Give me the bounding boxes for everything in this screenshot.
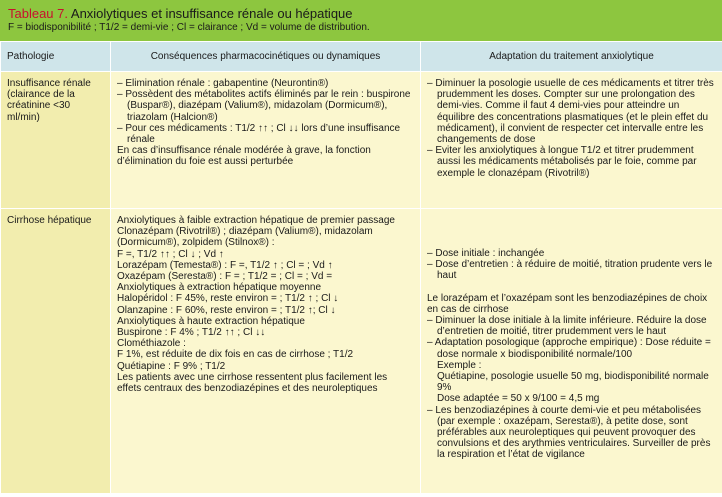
list-item: – Eviter les anxiolytiques à longue T1/2 et titrer prudemment aussi les médicaments métabolisés par le foie, comme par exemple le clonazépam (Rivotril®) — [427, 145, 716, 179]
text-line: F 1%, est réduite de dix fois en cas de cirrhose ; T1/2 — [117, 349, 354, 361]
text-line: Oxazépam (Seresta®) : F = ; T1/2 = ; Cl = ; Vd = — [117, 271, 333, 283]
anxiolytics-table — [0, 41, 722, 494]
text-line: Clométhiazole : — [117, 338, 186, 350]
text-line: Olanzapine : F 60%, reste environ = ; T1/2 ↑; Cl ↓ — [117, 304, 336, 316]
list-item: – Possèdent des métabolites actifs éliminés par le rein : buspirone (Buspar®), diazépam (Valium®), midazolam (Dormicum®), triazolam (Halcion®) — [117, 89, 414, 123]
example-line: Dose adaptée = 50 x 9/100 = 4,5 mg — [437, 393, 600, 405]
adaptation-list — [427, 78, 716, 179]
consequences-note: En cas d’insuffisance rénale modérée à grave, la fonction d’élimination du foie est aussi perturbée — [117, 145, 371, 168]
example-line: Exemple : — [437, 359, 482, 371]
table-legend: F = biodisponibilité ; T1/2 = demi-vie ; Cl = clairance ; Vd = volume de distribution. — [8, 22, 370, 33]
table-row — [1, 209, 722, 494]
list-item: – Pour ces médicaments : T1/2 ↑↑ ; Cl ↓↓ lors d’une insuffisance rénale — [117, 123, 414, 145]
text-line: Anxiolytiques à faible extraction hépatique de premier passage — [117, 215, 395, 226]
adaptation-list — [427, 315, 716, 360]
column-header-adaptation: Adaptation du traitement anxiolytique — [421, 42, 722, 72]
column-header-consequences: Conséquences pharmacocinétiques ou dynamiques — [111, 42, 421, 72]
list-item: – Diminuer la dose initiale à la limite inférieure. Réduire la dose d’entretien de moitié, titrer prudemment vers le haut — [427, 315, 716, 337]
example-line: Quétiapine, posologie usuelle 50 mg, biodisponibilité normale 9% — [437, 371, 709, 394]
column-header-row — [1, 42, 722, 72]
adaptation-cell — [421, 209, 722, 494]
consequences-list — [117, 78, 414, 145]
pathology-cell: Cirrhose hépatique — [1, 209, 111, 494]
adaptation-note: Le lorazépam et l’oxazépam sont les benzodiazépines de choix en cas de cirrhose — [427, 292, 708, 315]
text-line: Anxiolytiques à haute extraction hépatique — [117, 315, 305, 327]
text-line: Buspirone : F 4% ; T1/2 ↑↑ ; Cl ↓↓ — [117, 327, 266, 339]
table-header-bar — [0, 0, 722, 41]
table-row — [1, 72, 722, 209]
consequences-cell — [111, 209, 421, 494]
column-header-pathologie: Pathologie — [1, 42, 111, 72]
adaptation-list — [427, 405, 716, 461]
text-line: Anxiolytiques à extraction hépatique moyenne — [117, 282, 322, 294]
list-item: – Adaptation posologique (approche empirique) : Dose réduite = dose normale x biodisponibilité normale/100 — [427, 337, 716, 359]
list-item: – Elimination rénale : gabapentine (Neurontin®) — [117, 78, 414, 89]
table-number: Tableau 7. — [8, 6, 68, 21]
text-line: Halopéridol : F 45%, reste environ = ; T1/2 ↑ ; Cl ↓ — [117, 293, 339, 305]
list-item: – Dose initiale : inchangée — [427, 248, 716, 259]
text-line: Quétiapine : F 9% ; T1/2 — [117, 360, 226, 372]
adaptation-list — [427, 248, 716, 282]
text-line: Lorazépam (Temesta®) : F =, T1/2 ↑ ; Cl = ; Vd ↑ — [117, 259, 333, 271]
consequences-cell — [111, 72, 421, 209]
table-title — [8, 6, 714, 21]
adaptation-cell — [421, 72, 722, 209]
pathology-cell: Insuffisance rénale (clairance de la créatinine <30 ml/min) — [1, 72, 111, 209]
text-line: Les patients avec une cirrhose ressentent plus facilement les effets centraux des benzodiazépines et des neuroleptiques — [117, 371, 388, 395]
list-item: – Diminuer la posologie usuelle de ces médicaments et titrer très prudemment les doses. Compter sur une prolongation des demi-vies. Comme il faut 4 demi-vies pour atteindre un équilibre des concentrations plasmatiques (et le plein effet du médicament), il convient de respecter cet intervalle entre les changements de dose — [427, 78, 716, 145]
text-line: F =, T1/2 ↑↑ ; Cl ↓ ; Vd ↑ — [117, 248, 224, 260]
text-line: Clonazépam (Rivotril®) ; diazépam (Valium®), midazolam (Dormicum®), zolpidem (Stilnox®) : — [117, 226, 373, 249]
list-item: – Dose d’entretien : à réduire de moitié, titration prudente vers le haut — [427, 259, 716, 281]
table-title-text: Anxiolytiques et insuffisance rénale ou hépatique — [68, 6, 353, 21]
list-item: – Les benzodiazépines à courte demi-vie et peu métabolisées (par exemple : oxazépam, Seresta®), à petite dose, sont préférables aux neuroleptiques qui peuvent provoquer des convulsions et des arythmies ventriculaires. Surveiller de près la respiration et l’état de vigilance — [427, 405, 716, 461]
